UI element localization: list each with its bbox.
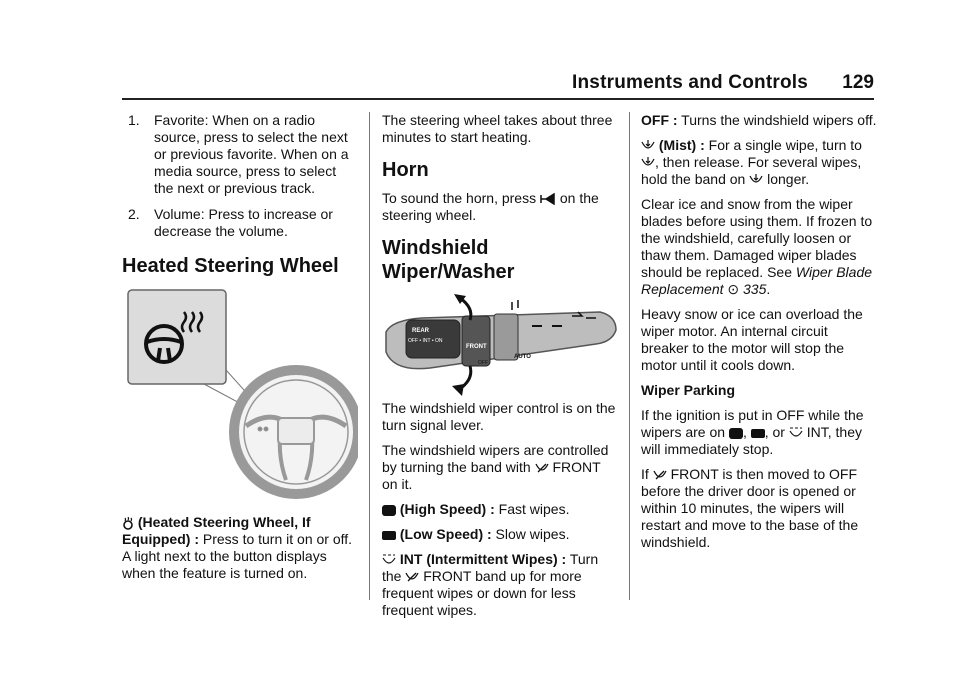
heated-wheel-figure [122, 288, 358, 508]
term-intermittent: INT (Intermittent Wipes) : [399, 551, 567, 567]
heated-steering-wheel-illustration [122, 288, 358, 508]
mist-icon [749, 174, 763, 187]
mist-icon [641, 140, 655, 153]
heated-wheel-description [122, 514, 358, 582]
horn-text [382, 190, 618, 224]
parking-text-a: If the ignition is put in OFF while the wipers are on [641, 407, 864, 440]
front-off-text-a: If [641, 466, 649, 482]
low-speed-icon [382, 530, 396, 541]
lever-auto-label: AUTO [514, 354, 531, 360]
mist-text-b: , then release. For several wipes, hold the band on [641, 154, 862, 187]
off-text: Turns the windshield wipers off. [677, 112, 877, 128]
separator: , or [764, 424, 785, 440]
intermittent-wiper-icon [382, 554, 396, 566]
column-middle [382, 112, 618, 627]
mist-icon [641, 157, 655, 170]
lever-rear-label: REAR [412, 328, 430, 334]
heading-windshield-wiper-washer: Windshield Wiper/Washer [382, 237, 515, 283]
list-text: Volume: Press to increase or decrease the volume. [154, 206, 333, 239]
wiper-band-text-b: FRONT on it. [382, 459, 601, 492]
term-off: OFF : [641, 112, 678, 128]
horn-text-a: To sound the horn, press [382, 190, 537, 206]
heavy-snow-text: Heavy snow or ice can overload the wiper motor. An internal circuit breaker to the motor will stop the motor until it cools down. [641, 306, 863, 373]
high-speed-description [382, 501, 618, 518]
list-number: 2. [128, 206, 140, 222]
high-speed-text: Fast wipes. [494, 501, 570, 517]
page-number: 129 [842, 72, 874, 93]
wiper-parking-heading: Wiper Parking [641, 382, 736, 398]
low-speed-icon [751, 428, 765, 439]
heated-wheel-text: Press to turn it on or off. A light next to the button displays when the feature is turned on. [122, 531, 353, 581]
horn-icon [540, 193, 556, 205]
wiper-band-text-a: The windshield wipers are controlled by turning the band with [382, 442, 609, 475]
off-description [641, 112, 877, 129]
section-title: Instruments and Controls [572, 72, 808, 93]
high-speed-icon [729, 428, 743, 439]
low-speed-text: Slow wipes. [491, 526, 570, 542]
page-ref-icon: ⊙ [727, 281, 740, 297]
horn-text-b: on the steering wheel. [382, 190, 599, 223]
intermittent-text-b: FRONT band up for more frequent wipes or down for less frequent wipes. [382, 568, 582, 618]
page-reference[interactable]: 335 [743, 281, 767, 297]
wiper-blade-replacement-link[interactable]: Wiper Blade Replacement [641, 264, 873, 297]
separator: , [742, 424, 747, 440]
wiper-control-location: The windshield wiper control is on the turn signal lever. [382, 400, 616, 433]
wiper-parking-text [641, 407, 877, 458]
parking-text-b: INT, they will immediately stop. [641, 424, 862, 457]
page-header [0, 0, 960, 110]
front-wiper-icon [405, 571, 419, 583]
intermittent-description [382, 551, 618, 619]
lever-modes-label: OFF • INT • ON [408, 338, 443, 344]
term-heated-steering-wheel: (Heated Steering Wheel, If Equipped) : [122, 514, 311, 547]
period: . [766, 281, 771, 297]
mist-text-a: For a single wipe, turn to [704, 137, 862, 153]
mist-description [641, 137, 877, 188]
header-rule [122, 98, 874, 100]
term-low-speed: (Low Speed) : [399, 526, 492, 542]
list-item [122, 112, 358, 197]
clear-ice-text-a: Clear ice and snow from the wiper blades before using them. If frozen to the windshield, carefully loosen or thaw them. Damaged wiper blades should be replaced. See [641, 196, 873, 280]
intermittent-wiper-icon [789, 427, 803, 439]
heading-horn: Horn [382, 159, 429, 181]
front-wiper-icon [653, 469, 667, 481]
low-speed-description [382, 526, 618, 543]
lever-front-label: FRONT [466, 344, 487, 350]
term-mist: (Mist) : [658, 137, 705, 153]
list-text: Favorite: When on a radio source, press to select the next or previous favorite. When on a media source, press to select the next or previous track. [154, 112, 349, 196]
high-speed-icon [382, 505, 396, 516]
column-divider [629, 112, 630, 600]
column-divider [369, 112, 370, 600]
intermittent-text: Turn the [382, 551, 599, 584]
wiper-band-text [382, 442, 618, 493]
mist-text-c: longer. [767, 171, 810, 187]
front-off-text [641, 466, 877, 551]
heating-time-text: The steering wheel takes about three minutes to start heating. [382, 112, 613, 145]
wiper-lever-figure [382, 290, 618, 400]
heading-heated-steering-wheel: Heated Steering Wheel [122, 255, 339, 277]
lever-off-label: OFF [478, 360, 488, 366]
heated-wheel-icon [122, 517, 134, 530]
list-number: 1. [128, 112, 140, 128]
column-left [122, 112, 358, 590]
term-high-speed: (High Speed) : [399, 501, 495, 517]
clear-ice-text [641, 196, 877, 298]
wiper-lever-illustration [382, 290, 618, 400]
front-wiper-icon [535, 462, 549, 474]
column-right [641, 112, 877, 559]
front-off-text-b: FRONT is then moved to OFF before the driver door is opened or within 10 minutes, the wipers will restart and move to the base of the windshield. [641, 466, 859, 550]
list-item [122, 206, 358, 240]
